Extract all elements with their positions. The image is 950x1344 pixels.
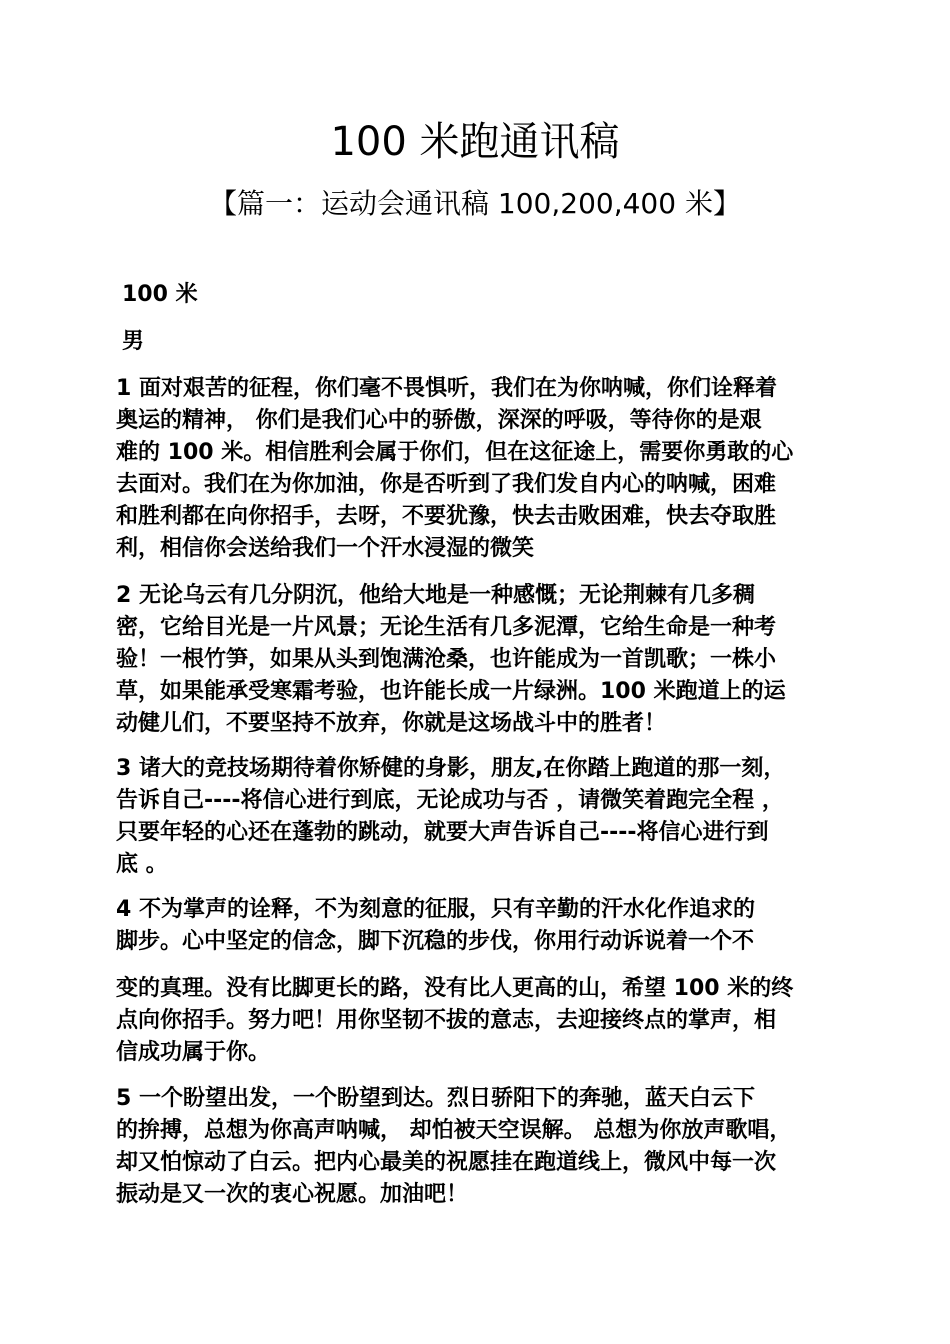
paragraph-line: 信成功属于你。 xyxy=(116,1040,271,1065)
paragraph-line: 4 不为掌声的诠释，不为刻意的征服，只有辛勤的汗水化作追求的 xyxy=(116,897,755,922)
paragraph-line: 3 诸大的竞技场期待着你矫健的身影，朋友,在你踏上跑道的那一刻， xyxy=(116,756,786,781)
paragraph-line: 动健儿们，不要坚持不放弃，你就是这场战斗中的胜者！ xyxy=(116,711,667,736)
paragraph-line: 密，它给目光是一片风景；无论生活有几多泥潭，它给生命是一种考 xyxy=(116,615,777,640)
paragraph-line: 脚步。心中坚定的信念，脚下沉稳的步伐，你用行动诉说着一个不 xyxy=(116,929,755,954)
paragraph-3 xyxy=(116,753,838,881)
paragraph-1 xyxy=(116,373,838,565)
paragraph-line: 只要年轻的心还在蓬勃的跳动，就要大声告诉自己----将信心进行到 xyxy=(116,820,769,845)
paragraph-line: 变的真理。没有比脚更长的路，没有比人更高的山，希望 100 米的终 xyxy=(116,976,794,1001)
paragraph-line: 利，相信你会送给我们一个汗水浸湿的微笑 xyxy=(116,536,535,561)
paragraph-line: 难的 100 米。相信胜利会属于你们，但在这征途上，需要你勇敢的心 xyxy=(116,440,794,465)
paragraph-line: 草，如果能承受寒霜考验，也许能长成一片绿洲。100 米跑道上的运 xyxy=(116,679,786,704)
paragraph-line: 点向你招手。努力吧！用你坚韧不拔的意志，去迎接终点的掌声，相 xyxy=(116,1008,777,1033)
paragraph-line: 底 。 xyxy=(116,852,168,877)
paragraph-line: 的拚搏，总想为你高声呐喊， 却怕被天空误解。 总想为你放声歌唱， xyxy=(116,1118,792,1143)
section-gender-label: 男 xyxy=(122,329,145,354)
paragraph-line: 1 面对艰苦的征程，你们毫不畏惧听，我们在为你呐喊，你们诠释着 xyxy=(116,376,777,401)
document-title: 100 米跑通讯稿 xyxy=(330,119,620,165)
paragraph-line: 和胜利都在向你招手，去呀，不要犹豫，快去击败困难，快去夺取胜 xyxy=(116,504,777,529)
paragraph-line: 振动是又一次的衷心祝愿。加油吧！ xyxy=(116,1182,469,1207)
paragraph-line: 2 无论乌云有几分阴沉，他给大地是一种感慨；无论荆棘有几多稠 xyxy=(116,583,755,608)
paragraph-line: 告诉自己----将信心进行到底，无论成功与否 ，请微笑着跑完全程 ， xyxy=(116,788,784,813)
document-subtitle: 【篇一：运动会通讯稿 100,200,400 米】 xyxy=(209,187,741,220)
paragraph-2 xyxy=(116,580,838,740)
paragraph-4-continued xyxy=(116,973,838,1069)
paragraph-4 xyxy=(116,894,838,958)
paragraph-line: 5 一个盼望出发，一个盼望到达。烈日骄阳下的奔驰，蓝天白云下 xyxy=(116,1086,755,1111)
section-distance-label: 100 米 xyxy=(122,282,198,307)
paragraph-line: 却又怕惊动了白云。把内心最美的祝愿挂在跑道线上，微风中每一次 xyxy=(116,1150,777,1175)
paragraph-line: 验！一根竹笋，如果从头到饱满沧桑，也许能成为一首凯歌；一株小 xyxy=(116,647,777,672)
paragraph-line: 去面对。我们在为你加油，你是否听到了我们发自内心的呐喊，困难 xyxy=(116,472,777,497)
paragraph-line: 奥运的精神， 你们是我们心中的骄傲，深深的呼吸，等待你的是艰 xyxy=(116,408,762,433)
paragraph-5 xyxy=(116,1083,838,1211)
